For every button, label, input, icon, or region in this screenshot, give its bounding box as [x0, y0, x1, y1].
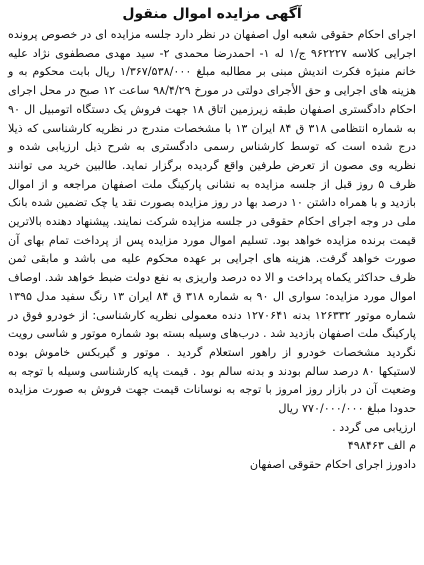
- assessment-line: ارزیابی می گردد .: [332, 420, 416, 434]
- notice-footer: [8, 419, 416, 475]
- reference-number: م الف ۴۹۸۴۶۳: [347, 439, 416, 453]
- notice-title: آگهی مزایده اموال منقول: [122, 6, 302, 22]
- signature-line: دادورز اجرای احکام حقوقی اصفهان: [249, 458, 416, 472]
- notice-body: اجرای احکام حقوقی شعبه اول اصفهان در نظر دارد جلسه مزایده ای در خصوص پرونده اجرایی کلاسه ۹۶۲۲۲۷ ج/۱ له ۱- احمدرضا محمدی ۲- سید مهدی مصطفوی نژاد علیه خانم منیژه فکرت اندیش مبنی بر مطالبه مبلغ ۱/۳۶۷/۵۳۸/۰۰۰ ریال بابت محکوم به و هزینه های اجرایی و حق الأجرای دولتی در مورخ ۹۸/۴/۲۹ ساعت ۱۲ صبح در محل اجرای احکام دادگستری اصفهان طبقه زیرزمین اتاق ۱۸ جهت فروش یک دستگاه اتومبیل ال ۹۰ به شماره انتظامی ۳۱۸ ق ۸۴ ایران ۱۳ با مشخصات مندرج در نظریه کارشناسی که ذیلا درج شده است که توسط کارشناس رسمی دادگستری به شرح ذیل ارزیابی شده و نظریه وی مصون از تعرض طرفین واقع گردیده برگزار نماید. طالبین خرید می توانند ظرف ۵ روز قبل از جلسه مزایده به نشانی پارکینگ ملت اصفهان مراجعه و از اموال بازدید و با همراه داشتن ۱۰ درصد بها در روز مزایده بصورت نقد یا چک تضمین شده بانک ملی در وجه اجرای احکام حقوقی در جلسه مزایده شرکت نمایند. پیشنهاد دهنده بالاترین قیمت برنده مزایده خواهد بود. تسلیم اموال مورد مزایده پس از پرداخت تمام بهای آن صورت خواهد گرفت. هزینه های اجرایی بر عهده محکوم علیه می باشد و مابقی ثمن ظرف حداکثر یکماه پرداخت و الا ده درصد واریزی به نفع دولت ضبط خواهد شد. اوصاف اموال مورد مزایده: سواری ال ۹۰ به شماره ۳۱۸ ق ۸۴ ایران ۱۳ رنگ سفید مدل ۱۳۹۵ شماره موتور ۱۲۶۳۳۲ بدنه ۱۲۷۰۶۴۱ دنده معمولی نظریه کارشناسی: از خودرو فوق در پارکینگ ملت اصفهان بازدید شد . درب‌های وسیله بسته بود شماره موتور و شاسی رویت نگردید مشخصات خودرو از راهور استعلام گردید . موتور و گیربکس خاموش بوده لاستیکها ۸۰ درصد سالم بودند و بدنه سالم بود . قیمت پایه کارشناسی وسیله با توجه به وضعیت آن در بازار روز امروز با توجه به نوسانات قیمت جهت فروش به صورت مزایده حدودا مبلغ ۷۷۰/۰۰۰/۰۰۰ ریال: [8, 28, 416, 416]
